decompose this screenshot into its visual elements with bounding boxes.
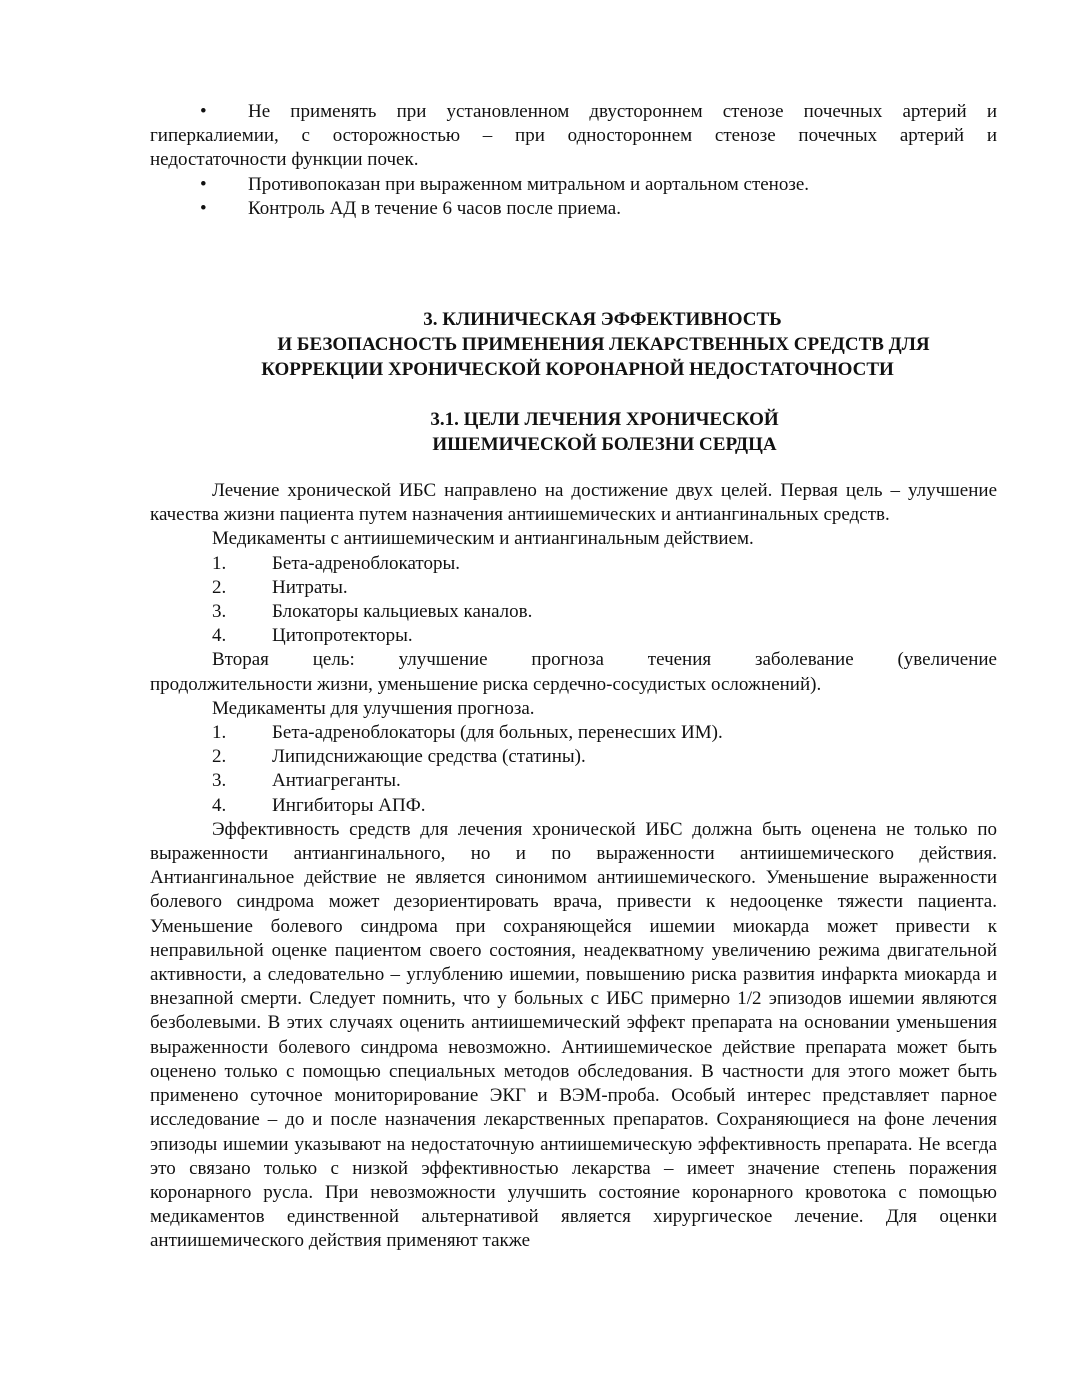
paragraph-efficacy: Эффективность средств для лечения хронической ИБС должна быть оценена не только по выраженности антиангинального, но и по выраженности антиишемического действия. Антиангинальное действие не является синонимом антиишемического. Уменьшение выраженности болевого синдрома может дезориентировать врача, привести к недооценке тяжести пациента. Уменьшение болевого синдрома при сохраняющейся ишемии миокарда может привести к неправильной оценке пациентом своего состояния, неадекватному увеличению режима двигательной активности, а следовательно – углублению ишемии, повышению риска развития инфаркта миокарда и внезапной смерти. Следует помнить, что у больных с ИБС примерно 1/2 эпизодов ишемии являются безболевыми. В этих случаях оценить антиишемический эффект препарата на основании уменьшения выраженности болевого синдрома невозможно. Антиишемическое действие препарата может быть оценено только с помощью специальных методов обследования. В частности для этого может быть применено суточное мониторирование ЭКГ и ВЭМ-проба. Особый интерес представляет парное исследование – до и после назначения лекарственных препаратов. Сохраняющиеся на фоне лечения эпизоды ишемии указывают на недостаточную антиишемическую эффективность препарата. Не всегда это связано только с низкой эффективностью лекарства – имеет значение степень поражения коронарного русла. При невозможности улучшить состояние коронарного кровотока с помощью медикаментов единственной альтернативой является хирургическое лечение. Для оценки антиишемического действия применяют также (150, 818, 997, 1252)
numbered-list (150, 721, 997, 818)
paragraph-second-goal: Вторая цель: улучшение прогноза течения заболевание (увеличение (212, 649, 997, 671)
bullet-mark: • (200, 101, 207, 122)
list-number: 2. (212, 576, 227, 598)
bullet-text-continued: гиперкалиемии, с осторожностью – при одностороннем стенозе почечных артерий и (150, 125, 997, 147)
list-item-text: Бета-адреноблокаторы. (272, 552, 460, 574)
bullet-item (150, 100, 997, 173)
bullet-mark: • (200, 173, 207, 195)
subsection-title-line: ИШЕМИЧЕСКОЙ БОЛЕЗНИ СЕРДЦА (432, 434, 777, 456)
bullet-item (150, 173, 997, 197)
list-number: 1. (212, 552, 227, 574)
list-item (150, 769, 997, 793)
bullet-text-continued: недостаточности функции почек. (150, 149, 419, 171)
list-item-text: Нитраты. (272, 576, 348, 598)
bullet-text: Контроль АД в течение 6 часов после приема. (248, 197, 621, 219)
paragraph-intro: Лечение хронической ИБС направлено на достижение двух целей. Первая цель – улучшение качества жизни пациента путем назначения антиишемических и антиангинальных средств. (150, 480, 997, 526)
list-number: 2. (212, 746, 227, 768)
list-number: 4. (212, 625, 227, 647)
list-item-text: Блокаторы кальциевых каналов. (272, 601, 533, 623)
paragraph-second-goal-continued: продолжительности жизни, уменьшение риска сердечно-сосудистых осложнений). (150, 673, 822, 695)
list-item-text: Антиагреганты. (272, 770, 401, 792)
list-item (150, 721, 997, 745)
numbered-list (150, 552, 997, 649)
list-intro: Медикаменты с антиишемическим и антиангинальным действием. (212, 528, 754, 550)
list-item (150, 745, 997, 769)
list-item-text: Липидснижающие средства (статины). (272, 746, 586, 768)
bullet-item (150, 197, 997, 221)
list-number: 1. (212, 722, 227, 744)
list-item (150, 794, 997, 818)
section-title-line: И БЕЗОПАСНОСТЬ ПРИМЕНЕНИЯ ЛЕКАРСТВЕННЫХ СРЕДСТВ ДЛЯ (277, 334, 930, 356)
subsection-heading (150, 407, 997, 457)
bullet-text: Не применять при установленном двустороннем стенозе почечных артерий и (248, 101, 997, 122)
list-item-text: Ингибиторы АПФ. (272, 794, 426, 816)
list-intro: Медикаменты для улучшения прогноза. (212, 697, 535, 719)
list-number: 3. (212, 601, 227, 623)
list-number: 3. (212, 770, 227, 792)
list-item (150, 600, 997, 624)
bullet-text: Противопоказан при выраженном митральном и аортальном стенозе. (248, 173, 810, 195)
list-item-text: Бета-адреноблокаторы (для больных, перенесших ИМ). (272, 722, 723, 744)
section-title-line: 3. КЛИНИЧЕСКАЯ ЭФФЕКТИВНОСТЬ (423, 309, 782, 331)
list-item (150, 624, 997, 648)
list-number: 4. (212, 794, 227, 816)
section-heading (150, 307, 997, 382)
bullet-mark: • (200, 197, 207, 219)
subsection-title-line: 3.1. ЦЕЛИ ЛЕЧЕНИЯ ХРОНИЧЕСКОЙ (430, 409, 779, 431)
section-title-line: КОРРЕКЦИИ ХРОНИЧЕСКОЙ КОРОНАРНОЙ НЕДОСТАТОЧНОСТИ (261, 359, 894, 381)
list-item (150, 576, 997, 600)
list-item-text: Цитопротекторы. (272, 625, 413, 647)
list-item (150, 552, 997, 576)
document-page (150, 100, 997, 1254)
